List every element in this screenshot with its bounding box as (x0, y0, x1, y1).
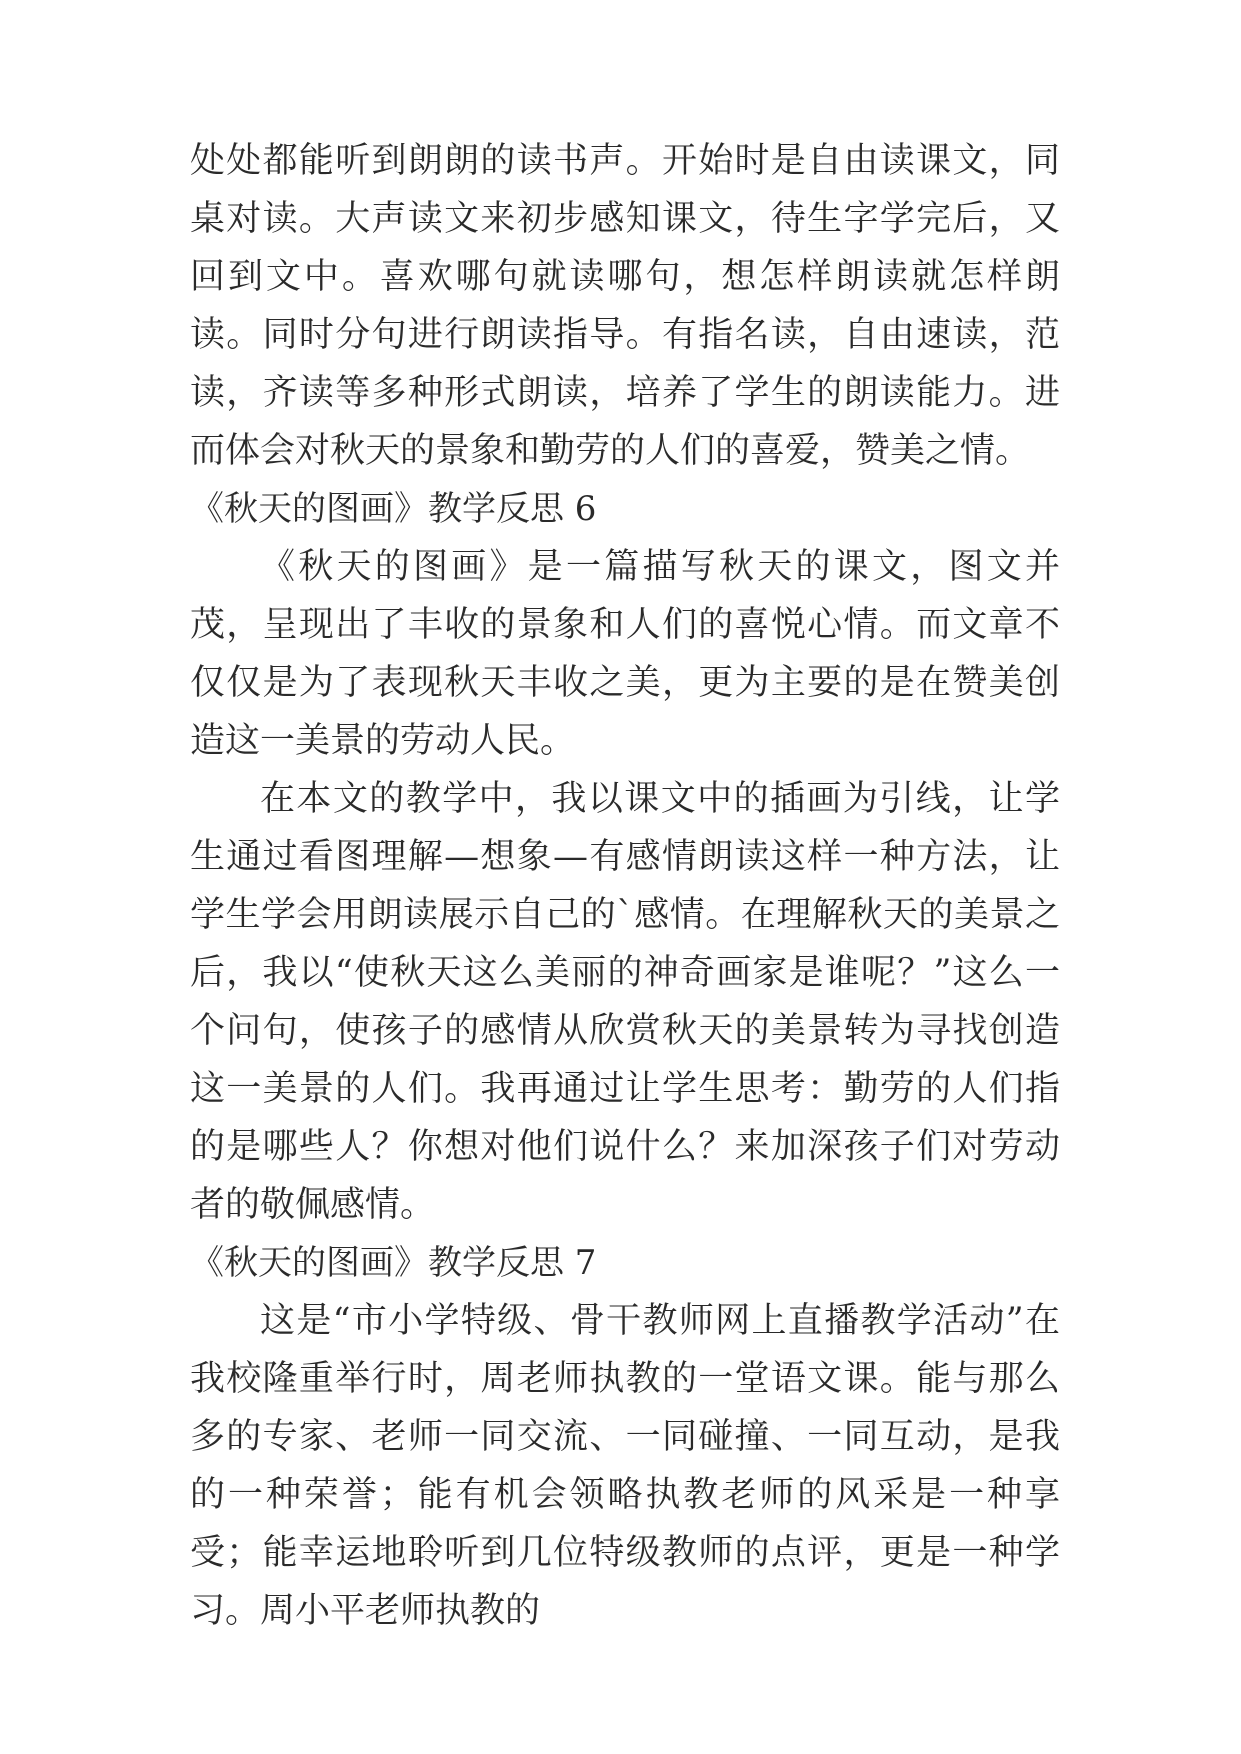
paragraph-teaching-method: 在本文的教学中，我以课文中的插画为引线，让学生通过看图理解—想象—有感情朗读这样一种方法，让学生学会用朗读展示自己的`感情。在理解秋天的美景之后，我以“使秋天这么美丽的神奇画家是谁呢？”这么一个问句，使孩子的感情从欣赏秋天的美景转为寻找创造这一美景的人们。我再通过让学生思考：勤劳的人们指的是哪些人？你想对他们说什么？来加深孩子们对劳动者的敬佩感情。 (190, 779, 1060, 1225)
paragraph-reading-practice: 处处都能听到朗朗的读书声。开始时是自由读课文，同桌对读。大声读文来初步感知课文，待生字学完后，又回到文中。喜欢哪句就读哪句，想怎样朗读就怎样朗读。同时分句进行朗读指导。有指名读，自由速读，范读，齐读等多种形式朗读，培养了学生的朗读能力。进而体会对秋天的景象和勤劳的人们的喜爱，赞美之情。 (190, 141, 1060, 471)
paragraph-teaching-event: 这是“市小学特级、骨干教师网上直播教学活动”在我校隆重举行时，周老师执教的一堂语文课。能与那么多的专家、老师一同交流、一同碰撞、一同互动，是我的一种荣誉；能有机会领略执教老师的风采是一种享受；能幸运地聆听到几位特级教师的点评，更是一种学习。周小平老师执教的 (190, 1301, 1060, 1631)
section-heading-reflection-6: 《秋天的图画》教学反思 6 (190, 489, 597, 529)
section-heading-reflection-7: 《秋天的图画》教学反思 7 (190, 1243, 597, 1283)
document-page (190, 132, 1060, 1640)
paragraph-lesson-overview: 《秋天的图画》是一篇描写秋天的课文，图文并茂，呈现出了丰收的景象和人们的喜悦心情。而文章不仅仅是为了表现秋天丰收之美，更为主要的是在赞美创造这一美景的劳动人民。 (190, 547, 1060, 761)
